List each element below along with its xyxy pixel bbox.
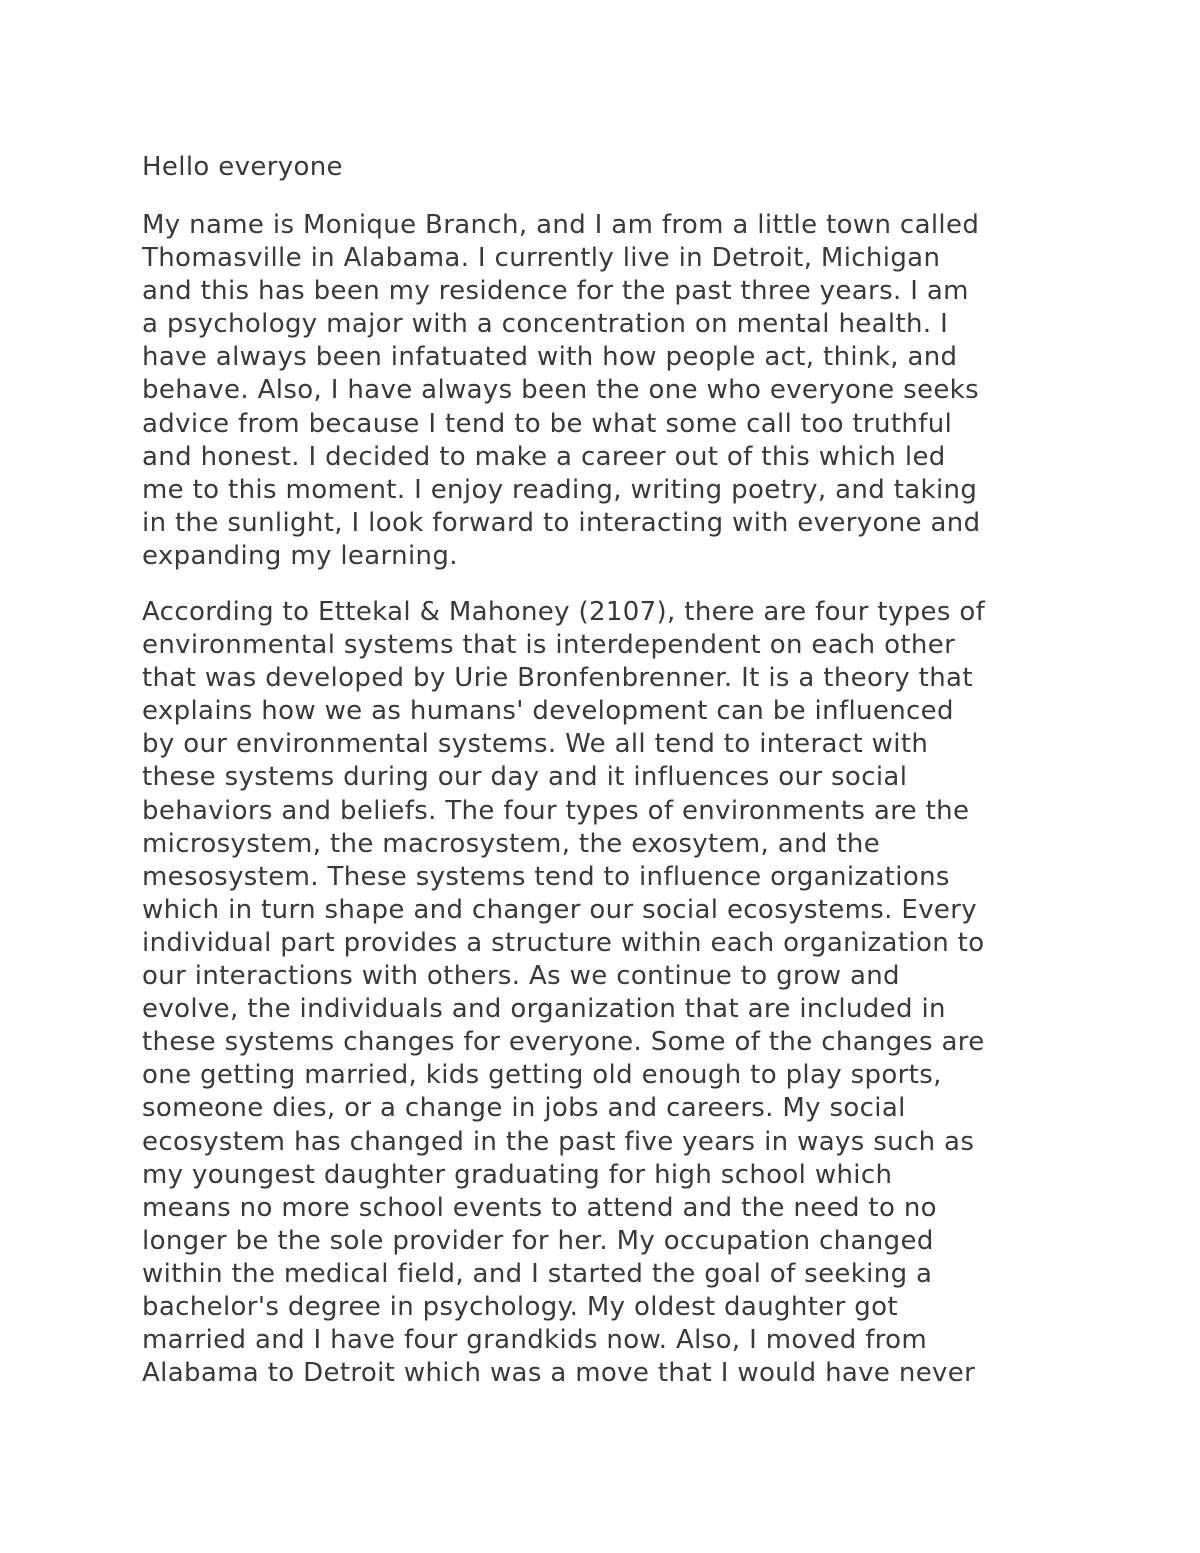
paragraph-line: Thomasville in Alabama. I currently live in Detroit, Michigan bbox=[142, 243, 941, 274]
paragraph-line: me to this moment. I enjoy reading, writing poetry, and taking bbox=[142, 474, 978, 505]
paragraph-line: My name is Monique Branch, and I am from a little town called bbox=[142, 210, 980, 240]
paragraph-line: explains how we as humans' development can be influenced bbox=[142, 696, 954, 727]
paragraph-line: mesosystem. These systems tend to influence organizations bbox=[142, 861, 950, 892]
paragraph-line: that was developed by Urie Bronfenbrenner. It is a theory that bbox=[142, 663, 973, 694]
paragraph-environmental-systems bbox=[142, 596, 985, 1390]
paragraph-line: our interactions with others. As we continue to grow and bbox=[142, 961, 900, 992]
paragraph-line: married and I have four grandkids now. Also, I moved from bbox=[142, 1325, 928, 1356]
paragraph-line: by our environmental systems. We all tend to interact with bbox=[142, 729, 929, 760]
paragraph-introduction bbox=[142, 209, 980, 573]
greeting-line bbox=[142, 151, 343, 184]
paragraph-line: which in turn shape and changer our social ecosystems. Every bbox=[142, 894, 978, 925]
paragraph-line: these systems changes for everyone. Some of the changes are bbox=[142, 1027, 985, 1058]
paragraph-line: my youngest daughter graduating for high school which bbox=[142, 1159, 893, 1190]
paragraph-line: within the medical field, and I started the goal of seeking a bbox=[142, 1258, 933, 1289]
greeting-text: Hello everyone bbox=[142, 152, 343, 182]
paragraph-line: expanding my learning. bbox=[142, 540, 458, 571]
paragraph-line: behave. Also, I have always been the one who everyone seeks bbox=[142, 375, 979, 406]
paragraph-line: one getting married, kids getting old enough to play sports, bbox=[142, 1060, 942, 1091]
paragraph-line: means no more school events to attend and the need to no bbox=[142, 1192, 937, 1223]
paragraph-line: individual part provides a structure within each organization to bbox=[142, 927, 985, 958]
paragraph-line: in the sunlight, I look forward to interacting with everyone and bbox=[142, 507, 981, 538]
paragraph-line: someone dies, or a change in jobs and careers. My social bbox=[142, 1093, 906, 1124]
paragraph-line: evolve, the individuals and organization that are included in bbox=[142, 994, 946, 1025]
paragraph-line: bachelor's degree in psychology. My oldest daughter got bbox=[142, 1291, 898, 1322]
paragraph-line: According to Ettekal & Mahoney (2107), there are four types of bbox=[142, 597, 986, 627]
paragraph-line: and this has been my residence for the past three years. I am bbox=[142, 276, 969, 307]
paragraph-line: have always been infatuated with how people act, think, and bbox=[142, 342, 958, 373]
paragraph-line: Alabama to Detroit which was a move that I would have never bbox=[142, 1358, 976, 1389]
paragraph-line: behaviors and beliefs. The four types of environments are the bbox=[142, 795, 970, 826]
paragraph-line: and honest. I decided to make a career out of this which led bbox=[142, 441, 946, 472]
paragraph-line: advice from because I tend to be what some call too truthful bbox=[142, 408, 953, 439]
paragraph-line: a psychology major with a concentration on mental health. I bbox=[142, 309, 949, 340]
paragraph-line: microsystem, the macrosystem, the exosytem, and the bbox=[142, 828, 881, 859]
paragraph-line: these systems during our day and it influences our social bbox=[142, 762, 908, 793]
paragraph-line: longer be the sole provider for her. My occupation changed bbox=[142, 1225, 934, 1256]
paragraph-line: ecosystem has changed in the past five years in ways such as bbox=[142, 1126, 975, 1157]
paragraph-line: environmental systems that is interdependent on each other bbox=[142, 630, 956, 661]
